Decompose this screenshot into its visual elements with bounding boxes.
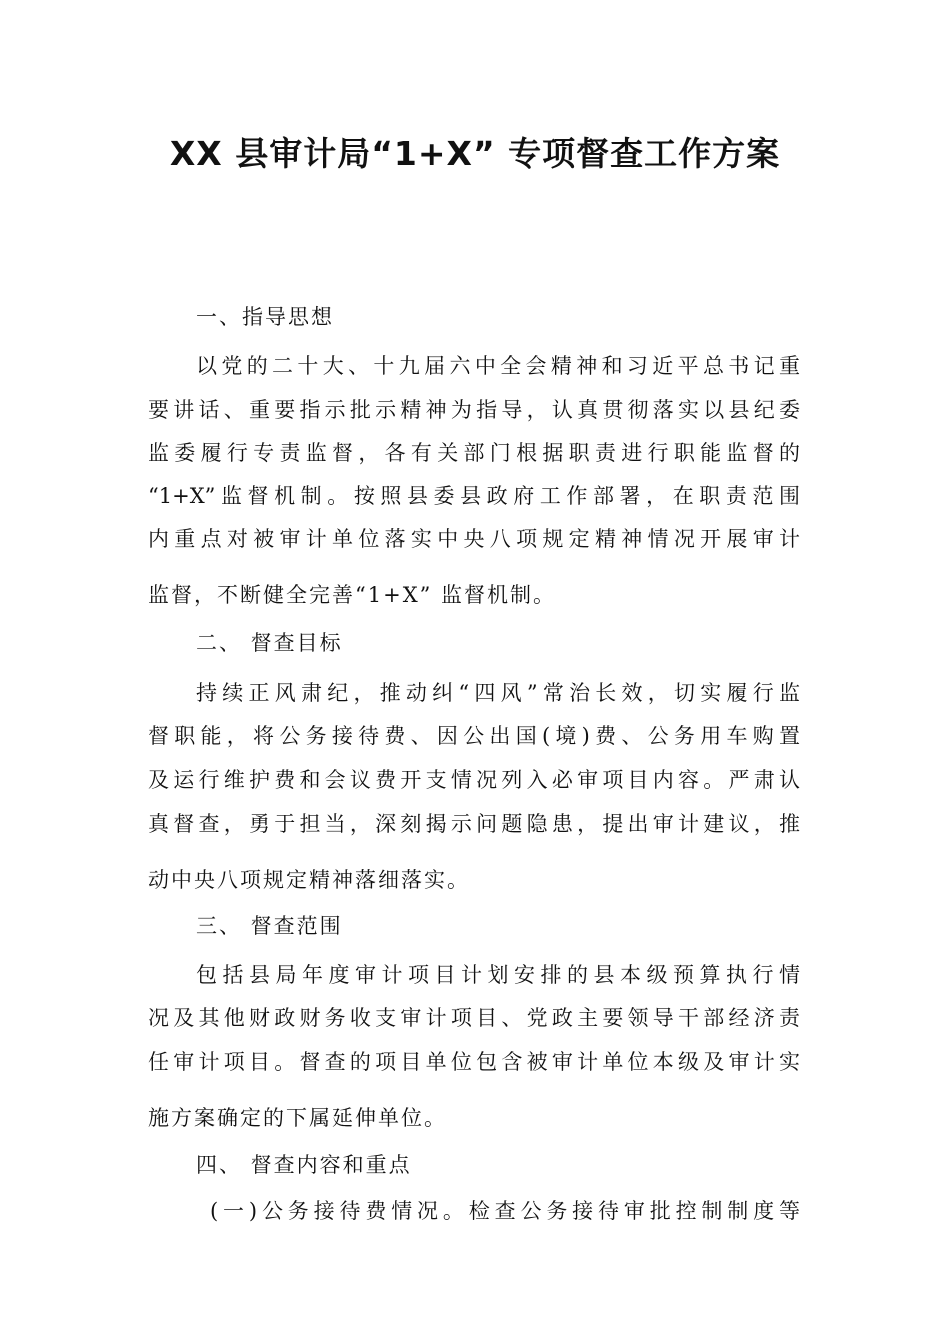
- section-heading-guiding-ideology: 一、指导思想: [196, 305, 334, 329]
- document-title: XX 县审计局“1+X” 专项督查工作方案: [169, 134, 781, 173]
- paragraph-line: 要讲话、重要指示批示精神为指导，认真贯彻落实以县纪委: [148, 398, 800, 422]
- paragraph-line: “1+X”监督机制。按照县委县政府工作部署，在职责范围: [148, 484, 800, 508]
- section-heading-inspection-goals: 二、 督查目标: [196, 631, 343, 655]
- section-heading-inspection-scope: 三、 督查范围: [196, 914, 343, 938]
- paragraph-line: 况及其他财政财务收支审计项目、党政主要领导干部经济责: [148, 1006, 800, 1030]
- paragraph-line: 真督查，勇于担当，深刻揭示问题隐患，提出审计建议，推: [148, 812, 800, 836]
- paragraph-line: 督职能，将公务接待费、因公出国(境)费、公务用车购置: [148, 724, 800, 748]
- paragraph-line: 动中央八项规定精神落细落实。: [148, 868, 470, 892]
- section-heading-inspection-content: 四、 督查内容和重点: [196, 1153, 412, 1177]
- paragraph-line: 任审计项目。督查的项目单位包含被审计单位本级及审计实: [148, 1050, 800, 1074]
- paragraph-line: 监委履行专责监督，各有关部门根据职责进行职能监督的: [148, 441, 800, 465]
- paragraph-line: 内重点对被审计单位落实中央八项规定精神情况开展审计: [148, 527, 800, 551]
- paragraph-line: 施方案确定的下属延伸单位。: [148, 1106, 447, 1130]
- paragraph-line: (一)公务接待费情况。检查公务接待审批控制制度等: [210, 1199, 800, 1223]
- paragraph-line: 监督，不断健全完善“1+X” 监督机制。: [148, 583, 557, 607]
- paragraph-line: 包括县局年度审计项目计划安排的县本级预算执行情: [196, 963, 800, 987]
- paragraph-line: 及运行维护费和会议费开支情况列入必审项目内容。严肃认: [148, 768, 800, 792]
- paragraph-line: 以党的二十大、十九届六中全会精神和习近平总书记重: [196, 354, 800, 378]
- paragraph-line: 持续正风肃纪，推动纠“四风”常治长效，切实履行监: [196, 681, 800, 705]
